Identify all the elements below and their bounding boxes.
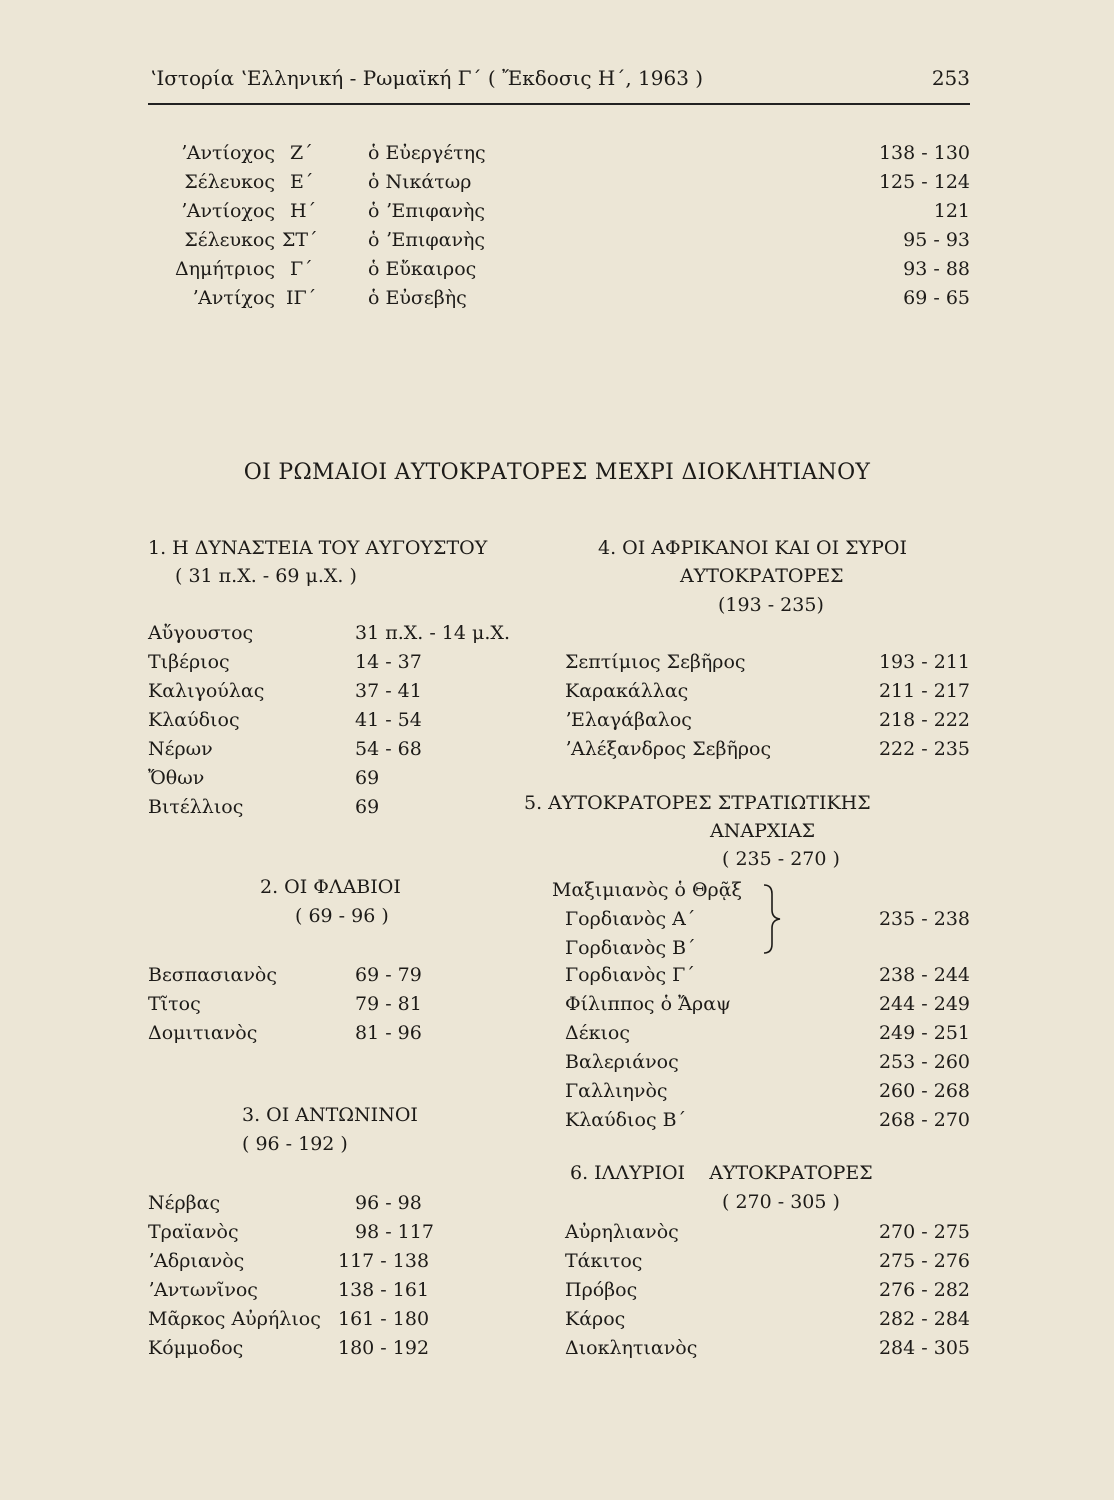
list-item: Δημήτριος Γ΄ ὁ Εὔκαιρος 93 - 88	[174, 258, 970, 280]
table-row: Κλαύδιος Β΄ 268 - 270	[565, 1109, 970, 1131]
section-6-title: 6. ΙΛΛΥΡΙΟΙ ΑΥΤΟΚΡΑΤΟΡΕΣ	[570, 1162, 873, 1184]
section-6-range: ( 270 - 305 )	[722, 1191, 840, 1213]
list-item: ʼΑντίοχος Η΄ ὁ ʼΕπιφανὴς 121	[180, 200, 970, 222]
group-years: 235 - 238	[878, 908, 970, 930]
table-row: Γαλλιηνὸς 260 - 268	[565, 1080, 970, 1102]
section-2-range: ( 69 - 96 )	[295, 905, 389, 927]
table-row: Βεσπασιανὸς 69 - 79	[148, 964, 422, 986]
table-row: Γορδιανὸς Γ΄ 238 - 244	[565, 964, 970, 986]
table-row: ʼΕλαγάβαλος 218 - 222	[565, 709, 970, 731]
table-row: Βαλεριάνος 253 - 260	[565, 1051, 970, 1073]
table-row: Σεπτίμιος Σεβῆρος 193 - 211	[565, 651, 970, 673]
list-item: ʼΑντίχος ΙΓ΄ ὁ Εὐσεβὴς 69 - 65	[192, 287, 970, 309]
table-row: Τῖτος 79 - 81	[148, 993, 422, 1015]
table-row: Τάκιτος 275 - 276	[565, 1250, 970, 1272]
table-row: Γορδιανὸς Β΄	[565, 937, 696, 959]
list-item: Σέλευκος ΣΤ΄ ὁ ʼΕπιφανὴς 95 - 93	[184, 229, 970, 251]
table-row: Μᾶρκος Αὐρήλιος 161 - 180	[148, 1308, 430, 1330]
table-row: Δομιτιανὸς 81 - 96	[148, 1022, 422, 1044]
brace-icon	[760, 882, 786, 956]
section-5-title: 5. ΑΥΤΟΚΡΑΤΟΡΕΣ ΣΤΡΑΤΙΩΤΙΚΗΣ	[524, 792, 871, 814]
section-5-range: ( 235 - 270 )	[722, 848, 840, 870]
table-row: Κόμμοδος 180 - 192	[148, 1337, 430, 1359]
list-item: Σέλευκος Ε΄ ὁ Νικάτωρ 125 - 124	[184, 171, 970, 193]
section-5-title-cont: ΑΝΑΡΧΙΑΣ	[710, 820, 816, 842]
table-row: Καλιγούλας 37 - 41	[148, 680, 422, 702]
header-rule	[148, 103, 970, 105]
table-row: Καρακάλλας 211 - 217	[565, 680, 970, 702]
table-row: Νέρβας 96 - 98	[148, 1192, 422, 1214]
section-4-title-cont: ΑΥΤΟΚΡΑΤΟΡΕΣ	[680, 565, 844, 587]
table-row: Βιτέλλιος 69	[148, 796, 380, 818]
section-4-title: 4. ΟΙ ΑΦΡΙΚΑΝΟΙ ΚΑΙ ΟΙ ΣΥΡΟΙ	[598, 537, 907, 559]
running-header: ʽΙστορία ʽΕλληνική - Ρωμαϊκή Γ΄ ( Ἔκδοσις Η΄, 1963 )	[150, 66, 704, 90]
section-4-range: (193 - 235)	[718, 594, 824, 616]
table-row: Διοκλητιανὸς 284 - 305	[565, 1337, 970, 1359]
table-row: Αὐρηλιανὸς 270 - 275	[565, 1221, 970, 1243]
section-1-title: 1. Η ΔΥΝΑΣΤΕΙΑ ΤΟΥ ΑΥΓΟΥΣΤΟΥ	[148, 537, 488, 559]
table-row: Τραϊανὸς 98 - 117	[148, 1221, 434, 1243]
table-row: Μαξιμιανὸς ὁ Θρᾷξ	[552, 879, 743, 901]
table-row: ʼΑδριανὸς 117 - 138	[148, 1250, 430, 1272]
table-row: Φίλιππος ὁ Ἄραψ 244 - 249	[565, 993, 970, 1015]
section-1-range: ( 31 π.Χ. - 69 μ.Χ. )	[175, 565, 357, 587]
table-row: ʼΑντωνῖνος 138 - 161	[148, 1279, 430, 1301]
table-row: Νέρων 54 - 68	[148, 738, 422, 760]
table-row: Κάρος 282 - 284	[565, 1308, 970, 1330]
table-row: ʼΑλέξανδρος Σεβῆρος 222 - 235	[565, 738, 970, 760]
page-title: ΟΙ ΡΩΜΑΙΟΙ ΑΥΤΟΚΡΑΤΟΡΕΣ ΜΕΧΡΙ ΔΙΟΚΛΗΤΙΑΝΟΥ	[243, 460, 871, 485]
section-2-title: 2. ΟΙ ΦΛΑΒΙΟΙ	[260, 876, 401, 898]
list-item: ʼΑντίοχος Ζ΄ ὁ Εὐεργέτης 138 - 130	[180, 142, 970, 164]
table-row: Γορδιανὸς Α΄	[565, 908, 696, 930]
page-number: 253	[931, 66, 970, 90]
table-row: Κλαύδιος 41 - 54	[148, 709, 422, 731]
table-row: Τιβέριος 14 - 37	[148, 651, 422, 673]
section-3-range: ( 96 - 192 )	[242, 1133, 348, 1155]
table-row: Πρόβος 276 - 282	[565, 1279, 970, 1301]
table-row: Ὄθων 69	[148, 767, 380, 789]
table-row: Αὔγουστος 31 π.Χ. - 14 μ.Χ.	[148, 622, 510, 644]
table-row: Δέκιος 249 - 251	[565, 1022, 970, 1044]
section-3-title: 3. ΟΙ ΑΝΤΩΝΙΝΟΙ	[242, 1104, 418, 1126]
